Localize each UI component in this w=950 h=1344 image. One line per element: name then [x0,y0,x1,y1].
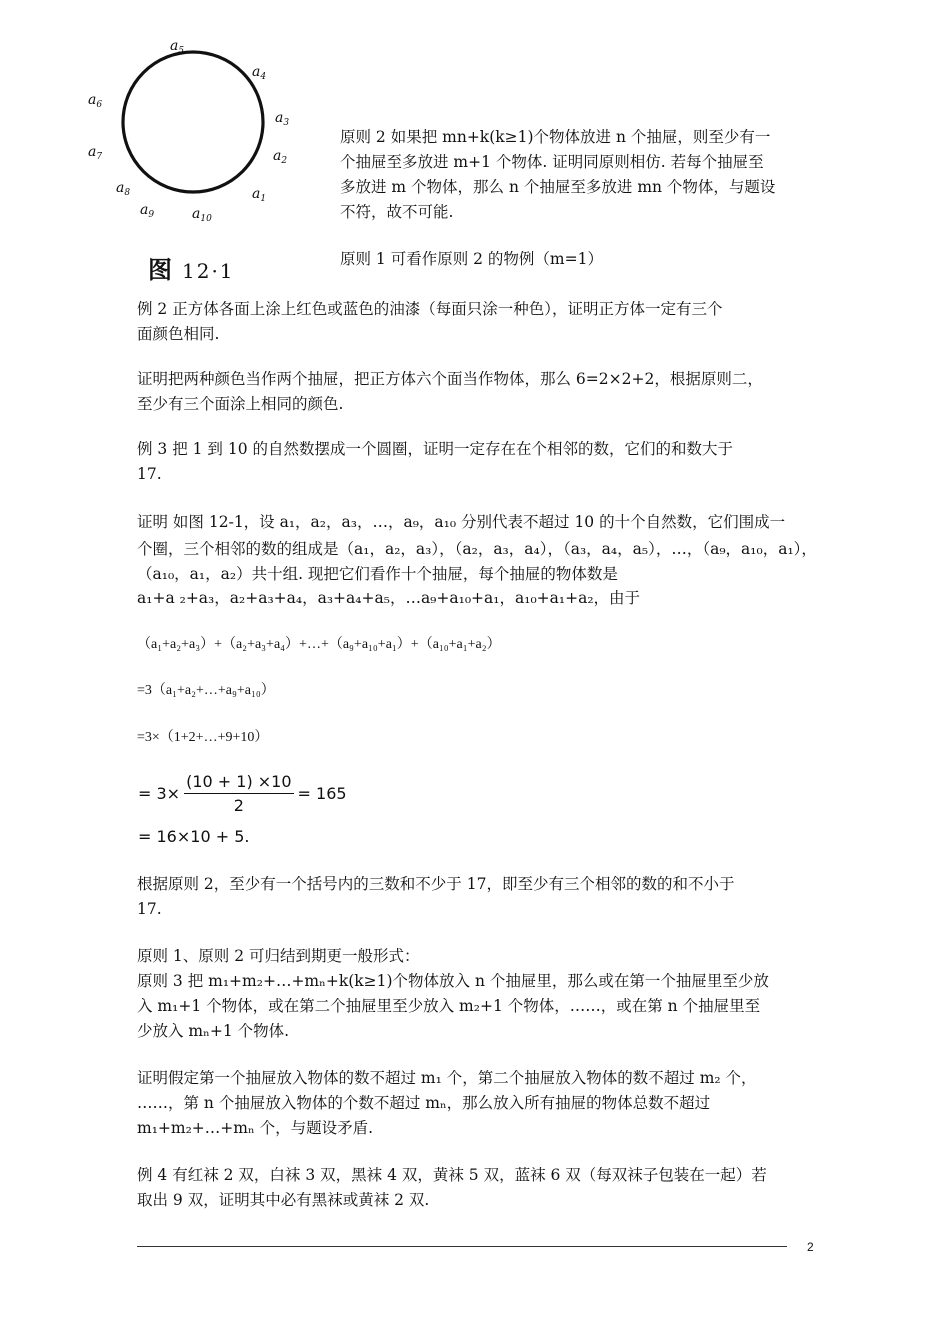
proof2-line1: 证明把两种颜色当作两个抽屉，把正方体六个面当作物体，那么 6=2×2+2，根据原则二， [137,370,763,388]
rule2-line1: 原则 2 如果把 mn+k(k≥1)个物体放进 n 个抽屉，则至少有一 [340,128,771,146]
label-a1: $a_1$ [252,186,267,204]
conclusion-line2: 17. [137,900,162,918]
proof-rule3-line3: m₁+m₂+…+mₙ 个，与题设矛盾. [137,1119,374,1137]
label-a7: $a_7$ [88,144,103,162]
rule3-line3: 入 m₁+1 个物体，或在第二个抽屉里至少放入 m₂+1 个物体，……，或在第 n 个抽屉里至 [137,997,761,1015]
equation-result: = 16×10 + 5. [138,827,250,846]
example4-line2: 取出 9 双，证明其中必有黑袜或黄袜 2 双. [137,1191,430,1209]
label-a2: $a_2$ [273,148,288,166]
label-a5: $a_5$ [170,38,185,56]
proof3-line3: （a₁₀，a₁，a₂）共十组. 现把它们看作十个抽屉，每个抽屉的物体数是 [137,565,618,583]
figure-caption: 图 12·1 [148,255,235,284]
rule3-line1: 原则 1、原则 2 可归结到期更一般形式： [137,947,420,965]
proof3-line4: a₁+a ₂+a₃，a₂+a₃+a₄，a₃+a₄+a₅，…a₉+a₁₀+a₁，a₁₀+a₁+a₂，由于 [137,589,641,607]
example2-line1: 例 2 正方体各面上涂上红色或蓝色的油漆（每面只涂一种色），证明正方体一定有三个 [137,300,723,318]
rule3-line2: 原则 3 把 m₁+m₂+…+mₙ+k(k≥1)个物体放入 n 个抽屉里，那么或在第一个抽屉里至少放 [137,972,769,990]
equation-factored: =3（a₁+a₂+…+a₉+a₁₀） [137,683,275,698]
rule2-line4: 不符，故不可能. [340,203,454,221]
label-a10: $a_{10}$ [192,206,212,224]
circle [123,52,263,192]
example3-line2: 17. [137,465,162,483]
label-a3: $a_3$ [275,110,290,128]
rule1-note: 原则 1 可看作原则 2 的物例（m=1） [340,250,603,268]
fraction-numerator: (10 + 1) ×10 [184,772,293,794]
conclusion-line1: 根据原则 2，至少有一个括号内的三数和不少于 17，即至少有三个相邻的数的和不小于 [137,875,735,893]
proof-rule3-line1: 证明假定第一个抽屉放入物体的数不超过 m₁ 个，第二个抽屉放入物体的数不超过 m₂ 个， [137,1069,757,1087]
proof3-line1: 证明 如图 12-1，设 a₁，a₂，a₃，…，a₉，a₁₀ 分别代表不超过 10 的十个自然数，它们围成一 [137,513,786,531]
example3-line1: 例 3 把 1 到 10 的自然数摆成一个圆圈，证明一定存在在个相邻的数，它们的和数大于 [137,440,734,458]
label-a6: $a_6$ [88,92,103,110]
proof2-line2: 至少有三个面涂上相同的颜色. [137,395,344,413]
rule2-line3: 多放进 m 个物体，那么 n 个抽屉至多放进 mn 个物体，与题设 [340,178,776,196]
label-a4: $a_4$ [252,64,267,82]
example2-line2: 面颜色相同. [137,325,220,343]
rule3-line4: 少放入 mₙ+1 个物体. [137,1022,290,1040]
proof-rule3-line2: ……，第 n 个抽屉放入物体的个数不超过 mₙ，那么放入所有抽屉的物体总数不超过 [137,1094,711,1112]
fraction-denominator: 2 [233,796,244,815]
proof3-line2: 个圈，三个相邻的数的组成是（a₁，a₂，a₃），（a₂，a₃，a₄），（a₃，a₄，a₅），…，（a₉，a₁₀，a₁）， [137,540,817,558]
equation-fraction: = 3× $\frac{(10 + 1) \times 10}{2}$ = 165 [138,772,347,815]
equation-numbers: =3×（1+2+…+9+10） [137,730,269,745]
label-a9: $a_9$ [140,202,155,220]
equation-sum: （a₁+a₂+a₃）+（a₂+a₃+a₄）+…+（a₉+a₁₀+a₁）+（a₁₀+a₁+a₂） [137,637,501,652]
rule2-line2: 个抽屉至多放进 m+1 个物体. 证明同原则相仿. 若每个抽屉至 [340,153,764,171]
footer-rule [137,1246,787,1247]
label-a8: $a_8$ [116,180,131,198]
circle-figure [80,30,320,230]
page-number: 2 [807,1240,814,1254]
example4-line1: 例 4 有红袜 2 双，白袜 3 双，黑袜 4 双，黄袜 5 双，蓝袜 6 双（每双袜子包装在一起）若 [137,1166,767,1184]
